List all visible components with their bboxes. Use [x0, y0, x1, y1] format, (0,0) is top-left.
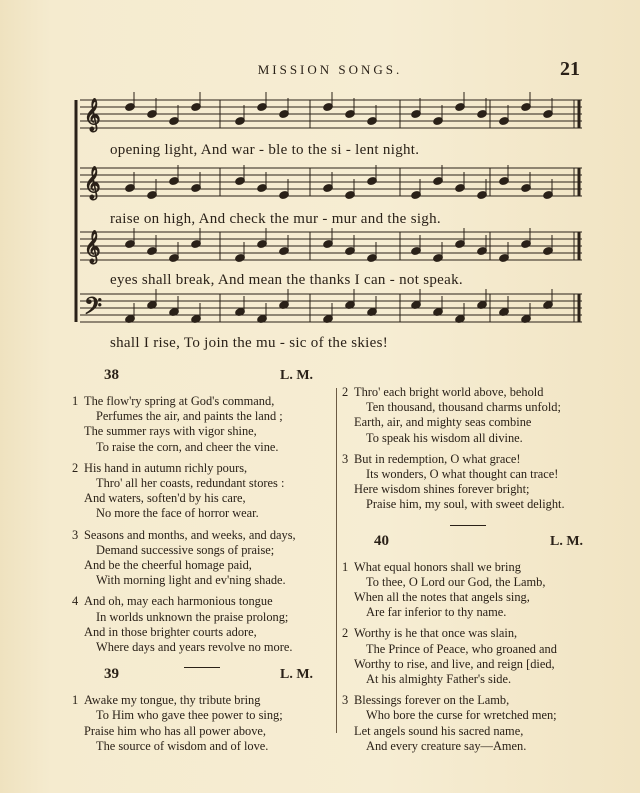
hymn-40-header: [342, 534, 602, 556]
verse-line: [342, 657, 602, 672]
verse-line: [72, 610, 334, 625]
stanza: [342, 560, 602, 621]
verse-line: [342, 590, 602, 605]
stanza: [342, 693, 602, 754]
verse-line: [342, 626, 602, 641]
stanza: [72, 594, 334, 655]
verse-line: [342, 605, 602, 620]
stanza: [72, 528, 334, 589]
verse-text: Thro' each bright world above, behold: [354, 385, 544, 399]
verse-line: [342, 708, 602, 723]
verse-line: [72, 640, 334, 655]
verse-text: What equal honors shall we bring: [354, 559, 521, 574]
verse-line: [342, 642, 602, 657]
verse-text: Ten thousand, thousand charms unfold;: [366, 400, 561, 415]
verse-text: The Prince of Peace, who groaned and: [366, 641, 557, 656]
verse-text: And be the cheerful homage paid,: [84, 558, 252, 573]
verse-line: [342, 575, 602, 590]
running-header: MISSION SONGS.: [257, 62, 403, 77]
stanza-number: 1: [342, 559, 349, 574]
verse-text: But in redemption, O what grace!: [354, 451, 521, 466]
verse-line: [72, 476, 334, 491]
stanza: [342, 452, 602, 513]
verse-line: [72, 724, 334, 739]
verse-text: Praise him who has all power above,: [84, 723, 267, 738]
svg-text:𝄞: 𝄞: [84, 230, 101, 263]
verse-text: Its wonders, O what thought can trace!: [366, 467, 559, 482]
verse-text: And in those brighter courts adore,: [84, 624, 257, 639]
verse-text: To Him who gave thee power to sing;: [96, 708, 283, 723]
verse-line: [342, 560, 602, 575]
section-rule: [450, 525, 486, 526]
stanza-number: 2: [342, 385, 349, 399]
verse-text: The flow'ry spring at God's command,: [84, 394, 275, 408]
verse-text: To raise the corn, and cheer the vine.: [96, 439, 279, 454]
verse-line: [72, 625, 334, 640]
verse-text: Blessings forever on the Lamb,: [354, 693, 510, 708]
verse-text: When all the notes that angels sing,: [354, 590, 530, 605]
verse-line: [72, 708, 334, 723]
verse-line: [72, 693, 334, 708]
stanza-number: 3: [342, 451, 349, 466]
stanza: [342, 385, 602, 446]
verse-text: Perfumes the air, and paints the land ;: [96, 409, 283, 424]
svg-text:𝄞: 𝄞: [84, 166, 101, 199]
verse-text: Demand successive songs of praise;: [96, 542, 275, 557]
stanza-number: 1: [72, 693, 79, 708]
verse-text: To thee, O Lord our God, the Lamb,: [366, 574, 546, 589]
hymn-number: 39: [104, 666, 119, 683]
verse-line: [72, 739, 334, 754]
svg-text:𝄞: 𝄞: [84, 98, 101, 131]
lyric-line-3: eyes shall break, And mean the thanks I can - not speak.: [110, 272, 463, 288]
stanza: [72, 693, 334, 754]
verse-text: Thro' all her coasts, redundant stores :: [96, 476, 285, 491]
verse-text: Praise him, my soul, with sweet delight.: [366, 497, 565, 512]
hymn-39-header: [72, 667, 334, 689]
page-number: 21: [560, 58, 580, 80]
verse-text: At his almighty Father's side.: [366, 672, 512, 687]
verse-line: [72, 409, 334, 424]
stanza: [72, 461, 334, 522]
verse-line: [342, 672, 602, 687]
verse-line: [342, 724, 602, 739]
verse-text: Worthy to rise, and live, and reign [died,: [354, 656, 555, 671]
hymn-meter: L. M.: [280, 667, 314, 683]
verse-text: Earth, air, and mighty seas combine: [354, 415, 532, 430]
verse-text: Awake my tongue, thy tribute bring: [84, 693, 261, 708]
verse-text: Here wisdom shines forever bright;: [354, 482, 530, 497]
verse-line: [72, 506, 334, 521]
verse-line: [342, 452, 602, 467]
verse-line: [342, 431, 602, 446]
hymn-meter: L. M.: [280, 368, 314, 383]
verse-line: [72, 543, 334, 558]
stanza-number: 3: [342, 693, 349, 708]
verse-text: The summer rays with vigor shine,: [84, 424, 257, 439]
music-notation: [70, 92, 590, 382]
verse-text: No more the face of horror wear.: [96, 506, 259, 521]
verse-line: [72, 424, 334, 439]
verse-line: [72, 461, 334, 476]
header-rule: [184, 667, 220, 668]
verse-text: With morning light and ev'ning shade.: [96, 573, 286, 588]
right-column: [342, 385, 602, 760]
hymn-38-header: [72, 368, 334, 390]
stanza-number: 4: [72, 594, 79, 609]
verse-text: Let angels sound his sacred name,: [354, 723, 524, 738]
verse-line: [72, 558, 334, 573]
stanza-number: 2: [72, 460, 79, 475]
verse-text: And waters, soften'd by his care,: [84, 491, 246, 506]
stanza-number: 3: [72, 527, 79, 542]
hymn-number: 40: [374, 532, 389, 549]
stanza: [72, 394, 334, 455]
verse-text: Where days and years revolve no more.: [96, 640, 293, 655]
verse-line: [72, 528, 334, 543]
verse-text: Worthy is he that once was slain,: [354, 626, 518, 641]
stanza-number: 2: [342, 626, 349, 641]
stanza-number: 1: [72, 394, 79, 408]
verse-line: [72, 394, 334, 409]
svg-text:𝄢: 𝄢: [84, 292, 103, 325]
verse-text: Are far inferior to thy name.: [366, 605, 507, 620]
left-column: [72, 368, 334, 760]
verse-line: [342, 482, 602, 497]
verse-text: And every creature say—Amen.: [366, 738, 527, 753]
hymn-number: 38: [104, 367, 119, 383]
hymn-meter: L. M.: [550, 533, 584, 549]
verse-text: His hand in autumn richly pours,: [84, 460, 248, 475]
verse-line: [72, 573, 334, 588]
verse-text: To speak his wisdom all divine.: [366, 430, 523, 445]
verse-line: [342, 400, 602, 415]
column-divider: [336, 388, 337, 733]
verse-text: The source of wisdom and of love.: [96, 738, 269, 753]
lyric-line-4: shall I rise, To join the mu - sic of the skies!: [110, 335, 389, 351]
verse-text: Seasons and months, and weeks, and days,: [84, 527, 296, 542]
verse-line: [342, 467, 602, 482]
verse-line: [342, 739, 602, 754]
lyric-line-2: raise on high, And check the mur - mur and the sigh.: [110, 211, 441, 227]
lyric-line-1: opening light, And war - ble to the si - lent night.: [110, 142, 420, 158]
verse-line: [342, 693, 602, 708]
verse-line: [72, 440, 334, 455]
verse-text: And oh, may each harmonious tongue: [84, 594, 273, 609]
verse-text: In worlds unknown the praise prolong;: [96, 609, 289, 624]
verse-line: [72, 594, 334, 609]
verse-text: Who bore the curse for wretched men;: [366, 708, 557, 723]
stanza: [342, 626, 602, 687]
verse-line: [342, 415, 602, 430]
verse-line: [342, 497, 602, 512]
verse-line: [342, 385, 602, 400]
verse-line: [72, 491, 334, 506]
